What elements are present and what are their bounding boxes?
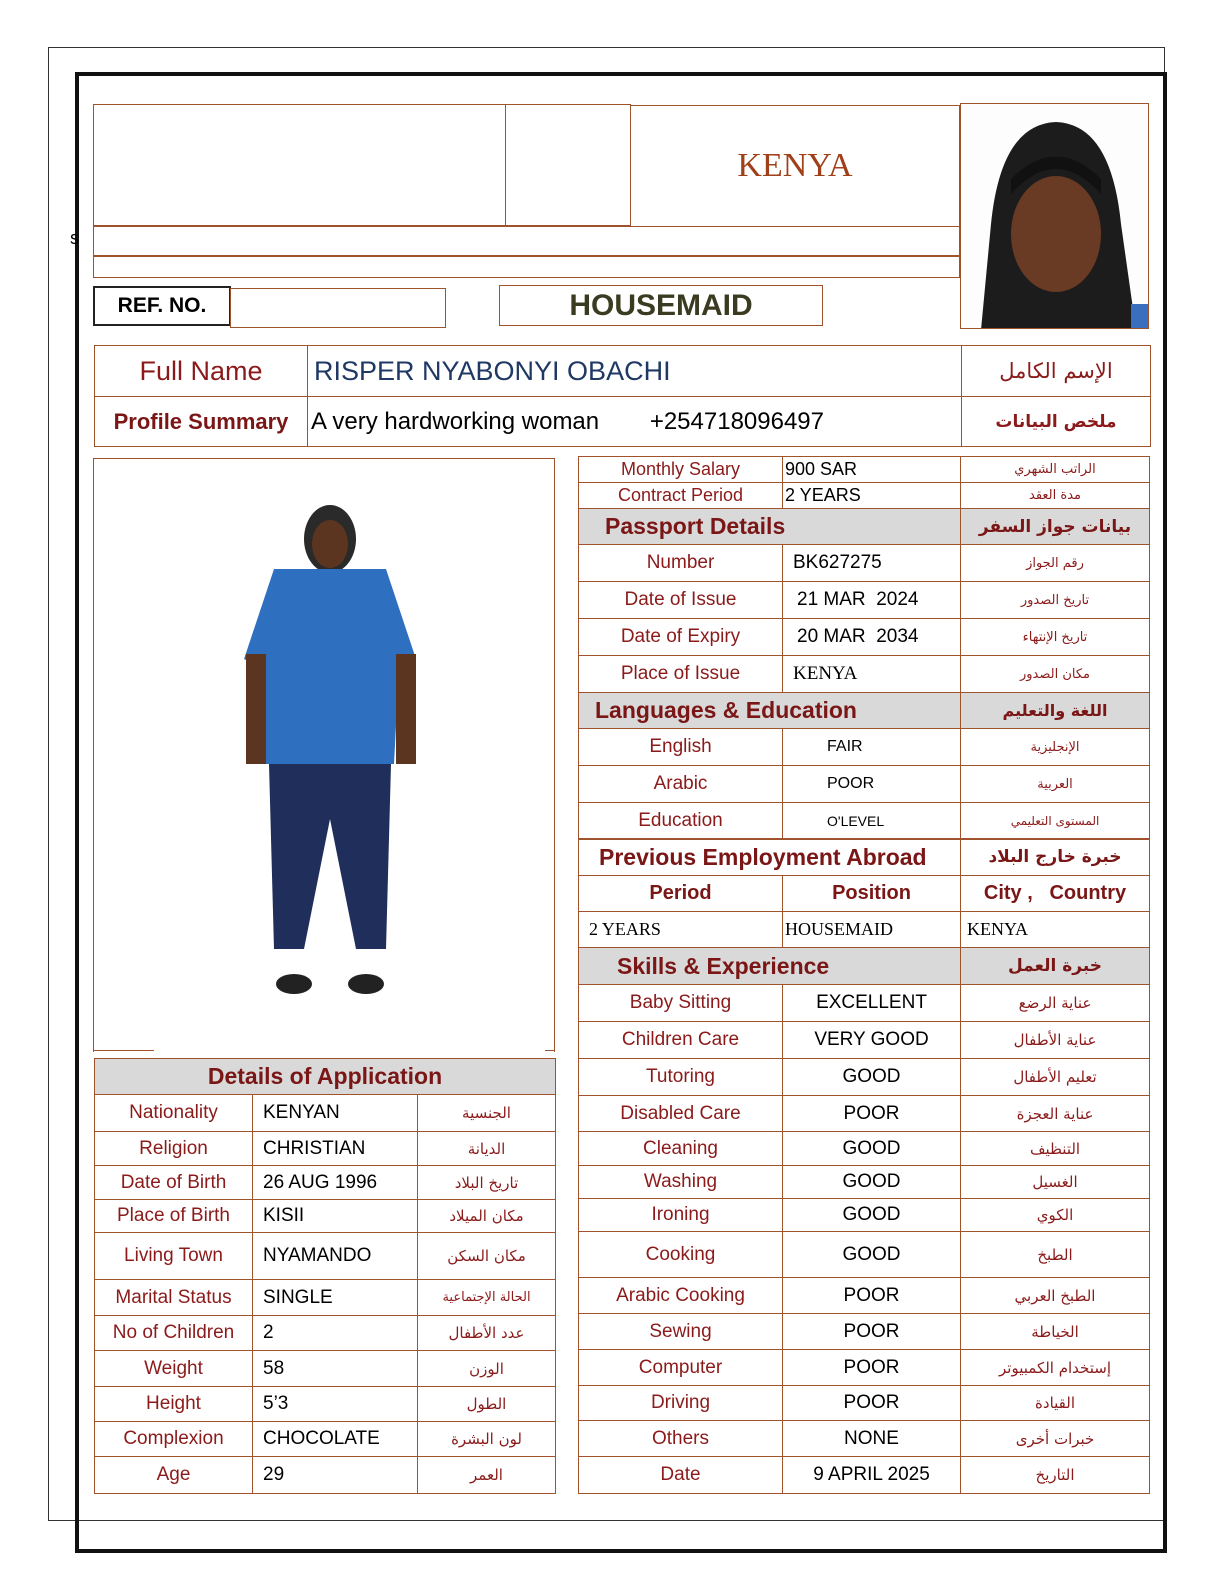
detail-label: Religion <box>95 1132 253 1166</box>
skill-value: POOR <box>783 1350 961 1386</box>
date-label: Date <box>579 1457 783 1494</box>
date-of-issue-arabic: تاريخ الصدور <box>961 582 1150 619</box>
detail-value: 29 <box>253 1457 418 1494</box>
skills-section-title-arabic: خبرة العمل <box>961 948 1150 985</box>
skill-value: EXCELLENT <box>783 985 961 1022</box>
detail-arabic: العمر <box>418 1457 556 1494</box>
employment-section-title: Previous Employment Abroad <box>579 839 961 876</box>
detail-value: KENYAN <box>253 1095 418 1132</box>
header-blank-box-left <box>93 104 506 226</box>
skill-label: Washing <box>579 1166 783 1199</box>
detail-value: CHRISTIAN <box>253 1132 418 1166</box>
skill-arabic: التنظيف <box>961 1132 1150 1166</box>
date-of-expiry-arabic: تاريخ الإنتهاء <box>961 619 1150 656</box>
header-blank-box-middle <box>505 104 631 226</box>
education-arabic: المستوى التعليمي <box>961 803 1150 840</box>
detail-arabic: الحالة الإجتماعية <box>418 1280 556 1316</box>
header-blank-strip-2 <box>93 256 960 278</box>
profile-table <box>94 345 1151 447</box>
skill-value: GOOD <box>783 1059 961 1096</box>
skill-arabic: القيادة <box>961 1386 1150 1421</box>
skill-label: Children Care <box>579 1022 783 1059</box>
detail-arabic: الطول <box>418 1387 556 1422</box>
languages-table <box>578 692 1150 840</box>
contract-period-label: Contract Period <box>579 483 783 509</box>
monthly-salary-arabic: الراتب الشهري <box>961 457 1150 483</box>
detail-arabic: مكان الميلاد <box>418 1200 556 1233</box>
detail-label: Age <box>95 1457 253 1494</box>
detail-label: Date of Birth <box>95 1166 253 1200</box>
passport-number-label: Number <box>579 545 783 582</box>
languages-section-title: Languages & Education <box>579 693 961 729</box>
date-of-issue-label: Date of Issue <box>579 582 783 619</box>
detail-arabic: الوزن <box>418 1351 556 1387</box>
place-of-issue-arabic: مكان الصدور <box>961 656 1150 693</box>
skill-arabic: عناية العجزة <box>961 1096 1150 1132</box>
skill-label: Driving <box>579 1386 783 1421</box>
date-value: 9 APRIL 2025 <box>783 1457 961 1494</box>
detail-arabic: عدد الأطفال <box>418 1316 556 1351</box>
skill-value: POOR <box>783 1278 961 1314</box>
arabic-value: POOR <box>783 766 961 803</box>
passport-table <box>578 508 1150 693</box>
contract-period-arabic: مدة العقد <box>961 483 1150 509</box>
detail-label: Marital Status <box>95 1280 253 1316</box>
photo-bottom-rule-right <box>545 1050 555 1051</box>
skill-label: Cooking <box>579 1232 783 1278</box>
ref-no-value-field <box>230 288 446 328</box>
detail-value: 2 <box>253 1316 418 1351</box>
portrait-photo <box>960 103 1149 329</box>
languages-section-title-arabic: اللغة والتعليم <box>961 693 1150 729</box>
skill-value: NONE <box>783 1421 961 1457</box>
skill-label: Computer <box>579 1350 783 1386</box>
skills-section-title: Skills & Experience <box>579 948 961 985</box>
place-of-issue-label: Place of Issue <box>579 656 783 693</box>
full-body-photo <box>93 458 555 1052</box>
skill-label: Tutoring <box>579 1059 783 1096</box>
profile-summary-value <box>308 397 962 447</box>
stray-mark: s <box>70 228 79 248</box>
skill-value: POOR <box>783 1096 961 1132</box>
passport-number-value: BK627275 <box>783 545 961 582</box>
detail-value: SINGLE <box>253 1280 418 1316</box>
date-of-expiry-value: 20 MAR 2034 <box>783 619 961 656</box>
detail-arabic: الديانة <box>418 1132 556 1166</box>
date-arabic: التاريخ <box>961 1457 1150 1494</box>
full-name-value: RISPER NYABONYI OBACHI <box>308 346 962 397</box>
detail-value: 58 <box>253 1351 418 1387</box>
profile-summary-arabic: ملخص البيانات <box>962 397 1151 447</box>
education-label: Education <box>579 803 783 840</box>
detail-label: Height <box>95 1387 253 1422</box>
detail-label: Complexion <box>95 1422 253 1457</box>
country-heading: KENYA <box>737 147 853 184</box>
detail-label: Nationality <box>95 1095 253 1132</box>
employment-table <box>578 838 1150 948</box>
detail-arabic: تاريخ البلاد <box>418 1166 556 1200</box>
application-section-title: Details of Application <box>95 1059 556 1095</box>
detail-value: KISII <box>253 1200 418 1233</box>
detail-label: Weight <box>95 1351 253 1387</box>
skill-value: GOOD <box>783 1166 961 1199</box>
skill-label: Baby Sitting <box>579 985 783 1022</box>
skill-arabic: عناية الرضع <box>961 985 1150 1022</box>
detail-value: 26 AUG 1996 <box>253 1166 418 1200</box>
detail-arabic: الجنسية <box>418 1095 556 1132</box>
skill-arabic: عناية الأطفال <box>961 1022 1150 1059</box>
full-name-label: Full Name <box>95 346 308 397</box>
skill-label: Others <box>579 1421 783 1457</box>
application-table <box>94 1058 556 1494</box>
detail-label: Place of Birth <box>95 1200 253 1233</box>
skill-arabic: الخياطة <box>961 1314 1150 1350</box>
photo-bottom-rule <box>93 1050 154 1051</box>
place-of-issue-value: KENYA <box>783 656 961 693</box>
english-label: English <box>579 729 783 766</box>
salary-table <box>578 456 1150 509</box>
skill-arabic: الغسيل <box>961 1166 1150 1199</box>
english-arabic: الإنجليزية <box>961 729 1150 766</box>
phone-number: +254718096497 <box>649 407 824 435</box>
skill-value: POOR <box>783 1386 961 1421</box>
skill-value: VERY GOOD <box>783 1022 961 1059</box>
skills-table <box>578 947 1150 1494</box>
passport-number-arabic: رقم الجواز <box>961 545 1150 582</box>
detail-label: Living Town <box>95 1233 253 1280</box>
skill-arabic: الطبخ العربي <box>961 1278 1150 1314</box>
profile-summary-label: Profile Summary <box>95 397 308 447</box>
detail-value: CHOCOLATE <box>253 1422 418 1457</box>
detail-arabic: مكان السكن <box>418 1233 556 1280</box>
skill-value: GOOD <box>783 1199 961 1232</box>
passport-section-title-arabic: بيانات جواز السفر <box>961 509 1150 545</box>
skill-arabic: تعليم الأطفال <box>961 1059 1150 1096</box>
arabic-label: Arabic <box>579 766 783 803</box>
employment-section-title-arabic: خبرة خارج البلاد <box>961 839 1150 876</box>
skill-label: Cleaning <box>579 1132 783 1166</box>
skill-arabic: الكوي <box>961 1199 1150 1232</box>
skill-label: Sewing <box>579 1314 783 1350</box>
skill-arabic: إستخدام الكمبيوتر <box>961 1350 1150 1386</box>
monthly-salary-value: 900 SAR <box>783 457 961 483</box>
english-value: FAIR <box>783 729 961 766</box>
detail-value: 5’3 <box>253 1387 418 1422</box>
date-of-expiry-label: Date of Expiry <box>579 619 783 656</box>
date-of-issue-value: 21 MAR 2024 <box>783 582 961 619</box>
job-title-heading: HOUSEMAID <box>569 288 753 322</box>
profile-summary-text: A very hardworking woman <box>311 407 600 435</box>
detail-arabic: لون البشرة <box>418 1422 556 1457</box>
skill-label: Disabled Care <box>579 1096 783 1132</box>
contract-period-value: 2 YEARS <box>783 483 961 509</box>
monthly-salary-label: Monthly Salary <box>579 457 783 483</box>
city-country-header: City , Country <box>961 876 1150 912</box>
skill-value: POOR <box>783 1314 961 1350</box>
header-blank-strip-1 <box>93 226 960 256</box>
employment-period: 2 YEARS <box>579 912 783 948</box>
full-name-arabic: الإسم الكامل <box>962 346 1151 397</box>
skill-value: GOOD <box>783 1132 961 1166</box>
detail-value: NYAMANDO <box>253 1233 418 1280</box>
skill-arabic: الطبخ <box>961 1232 1150 1278</box>
skill-arabic: خبرات أخرى <box>961 1421 1150 1457</box>
ref-no-label: REF. NO. <box>117 294 207 317</box>
passport-section-title: Passport Details <box>579 509 961 545</box>
period-header: Period <box>579 876 783 912</box>
employment-place: KENYA <box>961 912 1150 948</box>
skill-label: Arabic Cooking <box>579 1278 783 1314</box>
employment-position: HOUSEMAID <box>783 912 961 948</box>
arabic-arabic: العربية <box>961 766 1150 803</box>
skill-label: Ironing <box>579 1199 783 1232</box>
detail-label: No of Children <box>95 1316 253 1351</box>
skill-value: GOOD <box>783 1232 961 1278</box>
position-header: Position <box>783 876 961 912</box>
education-value: O'LEVEL <box>783 803 961 840</box>
